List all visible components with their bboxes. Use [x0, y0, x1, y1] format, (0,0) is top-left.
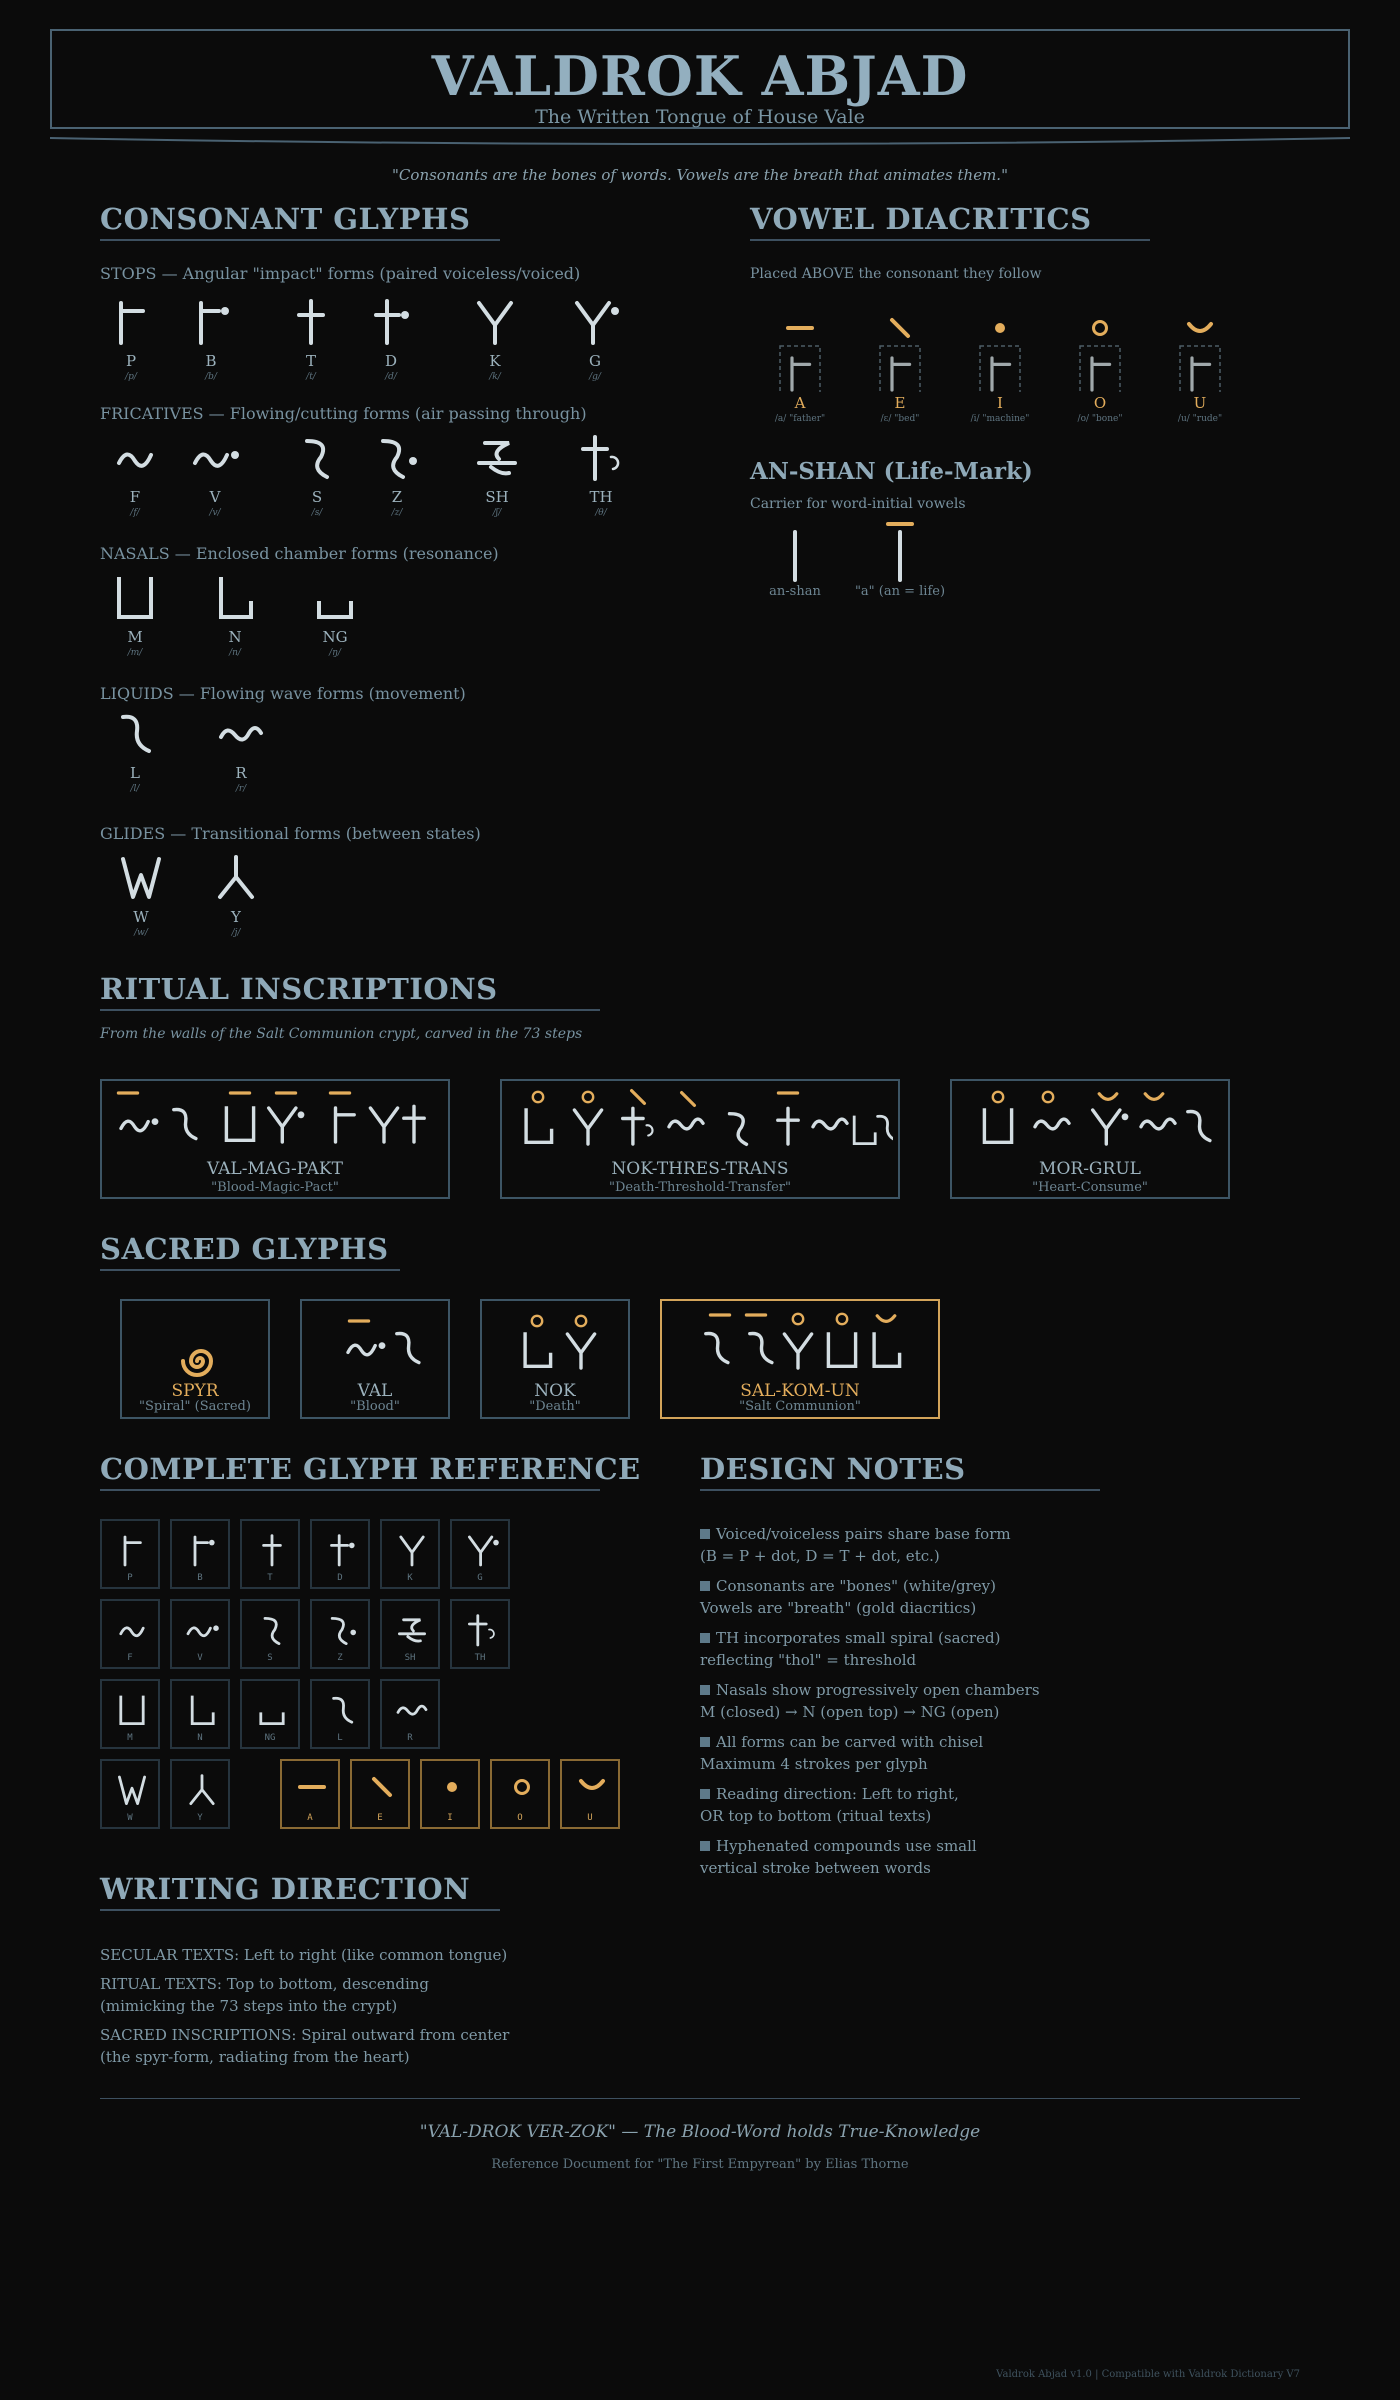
design-notes-heading: DESIGN NOTES — [700, 1452, 966, 1486]
ref-cell-f: F — [100, 1599, 160, 1669]
sacred-glyph-sal-kom-un — [660, 1299, 940, 1419]
writing-direction-ritual: RITUAL TEXTS: Top to bottom, descending (mimicking the 73 steps into the crypt) — [100, 1975, 430, 2015]
vowel-e: E /ɛ/ "bed" — [855, 298, 945, 424]
sacred-glyph-sal-kom-un-translation: "Salt Communion" — [739, 1399, 861, 1414]
consonants-heading: CONSONANT GLYPHS — [100, 202, 471, 236]
consonants-underline — [100, 239, 500, 241]
sacred-glyph-spyr-translation: "Spiral" (Sacred) — [139, 1399, 251, 1414]
ref-cell-ng: NG — [240, 1679, 300, 1749]
ritual-inscription-3-name: MOR-GRUL — [1039, 1159, 1141, 1179]
ref-cell-sh: SH — [380, 1599, 440, 1669]
footer-divider — [100, 2098, 1300, 2099]
anshan-note: Carrier for word-initial vowels — [750, 496, 966, 512]
sacred-glyph-nok-name: NOK — [534, 1381, 576, 1401]
sacred-glyph-val-name: VAL — [357, 1381, 393, 1401]
glyph-v: V /v/ — [170, 432, 260, 518]
sacred-glyph-sal-kom-un-name: SAL-KOM-UN — [740, 1381, 860, 1401]
glyph-th: TH /θ/ — [556, 432, 646, 518]
glyph-p: P /p/ — [86, 296, 176, 382]
design-note-7: Hyphenated compounds use small vertical stroke between words — [700, 1837, 977, 1877]
ref-cell-p: P — [100, 1519, 160, 1589]
ref-cell-s: S — [240, 1599, 300, 1669]
reference-heading: COMPLETE GLYPH REFERENCE — [100, 1452, 641, 1486]
ref-cell-l: L — [310, 1679, 370, 1749]
footer-reference: Reference Document for "The First Empyrean" by Elias Thorne — [491, 2157, 909, 2172]
ref-cell-e: E — [350, 1759, 410, 1829]
glyph-m: M /m/ — [90, 572, 180, 658]
ref-cell-a: A — [280, 1759, 340, 1829]
design-note-6: Reading direction: Left to right, OR top to bottom (ritual texts) — [700, 1785, 959, 1825]
ref-cell-g: G — [450, 1519, 510, 1589]
page-subtitle: The Written Tongue of House Vale — [535, 106, 865, 128]
glyph-t: T /t/ — [266, 296, 356, 382]
ritual-note: From the walls of the Salt Communion crypt, carved in the 73 steps — [100, 1026, 583, 1042]
fricatives-label: FRICATIVES — Flowing/cutting forms (air passing through) — [100, 404, 587, 423]
design-note-1: Voiced/voiceless pairs share base form (B = P + dot, D = T + dot, etc.) — [700, 1525, 1011, 1565]
sacred-heading: SACRED GLYPHS — [100, 1232, 389, 1266]
vowels-heading: VOWEL DIACRITICS — [750, 202, 1092, 236]
ref-cell-d: D — [310, 1519, 370, 1589]
nasals-label: NASALS — Enclosed chamber forms (resonance) — [100, 544, 499, 563]
glyph-n: N /n/ — [190, 572, 280, 658]
glyph-z: Z /z/ — [352, 432, 442, 518]
version-note: Valdrok Abjad v1.0 | Compatible with Valdrok Dictionary V7 — [996, 2369, 1300, 2380]
vowels-note: Placed ABOVE the consonant they follow — [750, 266, 1042, 282]
vowel-i: I /i/ "machine" — [955, 298, 1045, 424]
reference-underline — [100, 1489, 600, 1491]
design-note-5: All forms can be carved with chisel Maximum 4 strokes per glyph — [700, 1733, 984, 1773]
anshan-heading: AN-SHAN (Life-Mark) — [750, 458, 1033, 485]
ref-cell-y: Y — [170, 1759, 230, 1829]
glyph-b: B /b/ — [166, 296, 256, 382]
ritual-underline — [100, 1009, 600, 1011]
ritual-inscription-2-translation: "Death-Threshold-Transfer" — [609, 1180, 791, 1195]
sacred-glyph-spyr-name: SPYR — [171, 1381, 219, 1401]
ref-cell-o: O — [490, 1759, 550, 1829]
ritual-inscription-1 — [100, 1079, 450, 1199]
header-quote: "Consonants are the bones of words. Vowels are the breath that animates them." — [392, 166, 1008, 184]
glyph-g: G /g/ — [550, 296, 640, 382]
glyph-l: L /l/ — [90, 708, 180, 794]
glyph-w: W /w/ — [96, 852, 186, 938]
footer-quote: "VAL-DROK VER-ZOK" — The Blood-Word holds True-Knowledge — [419, 2122, 981, 2142]
anshan-a: "a" (an = life) — [854, 584, 946, 599]
anshan-carrier: an-shan — [769, 584, 821, 599]
vowel-o: O /o/ "bone" — [1055, 298, 1145, 424]
glyph-k: K /k/ — [450, 296, 540, 382]
design-note-4: Nasals show progressively open chambers M (closed) → N (open top) → NG (open) — [700, 1681, 1040, 1721]
ref-cell-r: R — [380, 1679, 440, 1749]
sacred-underline — [100, 1269, 400, 1271]
ref-cell-u: U — [560, 1759, 620, 1829]
ritual-inscription-1-name: VAL-MAG-PAKT — [207, 1159, 343, 1179]
glyph-s: S /s/ — [272, 432, 362, 518]
writing-direction-sacred: SACRED INSCRIPTIONS: Spiral outward from center (the spyr-form, radiating from the heart) — [100, 2026, 510, 2066]
writing-direction-secular: SECULAR TEXTS: Left to right (like common tongue) — [100, 1946, 508, 1964]
ritual-inscription-3-translation: "Heart-Consume" — [1032, 1180, 1148, 1195]
ritual-heading: RITUAL INSCRIPTIONS — [100, 972, 498, 1006]
sacred-glyph-val-translation: "Blood" — [350, 1399, 400, 1414]
ritual-inscription-2 — [500, 1079, 900, 1199]
sacred-glyph-val — [300, 1299, 450, 1419]
glyph-y: Y /j/ — [191, 852, 281, 938]
liquids-label: LIQUIDS — Flowing wave forms (movement) — [100, 684, 466, 703]
glides-label: GLIDES — Transitional forms (between states) — [100, 824, 481, 843]
vowel-a: A /a/ "father" — [755, 298, 845, 424]
writing-direction-underline — [100, 1909, 500, 1911]
page-title: VALDROK ABJAD — [431, 44, 969, 108]
sacred-glyph-spyr — [120, 1299, 270, 1419]
vowel-u: U /u/ "rude" — [1155, 298, 1245, 424]
design-note-3: TH incorporates small spiral (sacred) reflecting "thol" = threshold — [700, 1629, 1001, 1669]
ref-cell-th: TH — [450, 1599, 510, 1669]
ref-cell-n: N — [170, 1679, 230, 1749]
ritual-inscription-3 — [950, 1079, 1230, 1199]
sacred-glyph-nok — [480, 1299, 630, 1419]
sacred-glyph-nok-translation: "Death" — [529, 1399, 581, 1414]
design-note-2: Consonants are "bones" (white/grey) Vowels are "breath" (gold diacritics) — [700, 1577, 996, 1617]
header-divider — [50, 134, 1350, 148]
ref-cell-i: I — [420, 1759, 480, 1829]
design-notes-underline — [700, 1489, 1100, 1491]
stops-label: STOPS — Angular "impact" forms (paired voiceless/voiced) — [100, 264, 581, 283]
ritual-inscription-2-name: NOK-THRES-TRANS — [611, 1159, 789, 1179]
ref-cell-m: M — [100, 1679, 160, 1749]
glyph-sh: SH /ʃ/ — [452, 432, 542, 518]
writing-direction-heading: WRITING DIRECTION — [100, 1872, 471, 1906]
ref-cell-b: B — [170, 1519, 230, 1589]
glyph-f: F /f/ — [90, 432, 180, 518]
glyph-r: R /r/ — [196, 708, 286, 794]
ref-cell-z: Z — [310, 1599, 370, 1669]
ritual-inscription-1-translation: "Blood-Magic-Pact" — [211, 1180, 339, 1195]
glyph-ng: NG /ŋ/ — [290, 572, 380, 658]
ref-cell-v: V — [170, 1599, 230, 1669]
ref-cell-w: W — [100, 1759, 160, 1829]
ref-cell-t: T — [240, 1519, 300, 1589]
vowels-underline — [750, 239, 1150, 241]
glyph-d: D /d/ — [346, 296, 436, 382]
ref-cell-k: K — [380, 1519, 440, 1589]
